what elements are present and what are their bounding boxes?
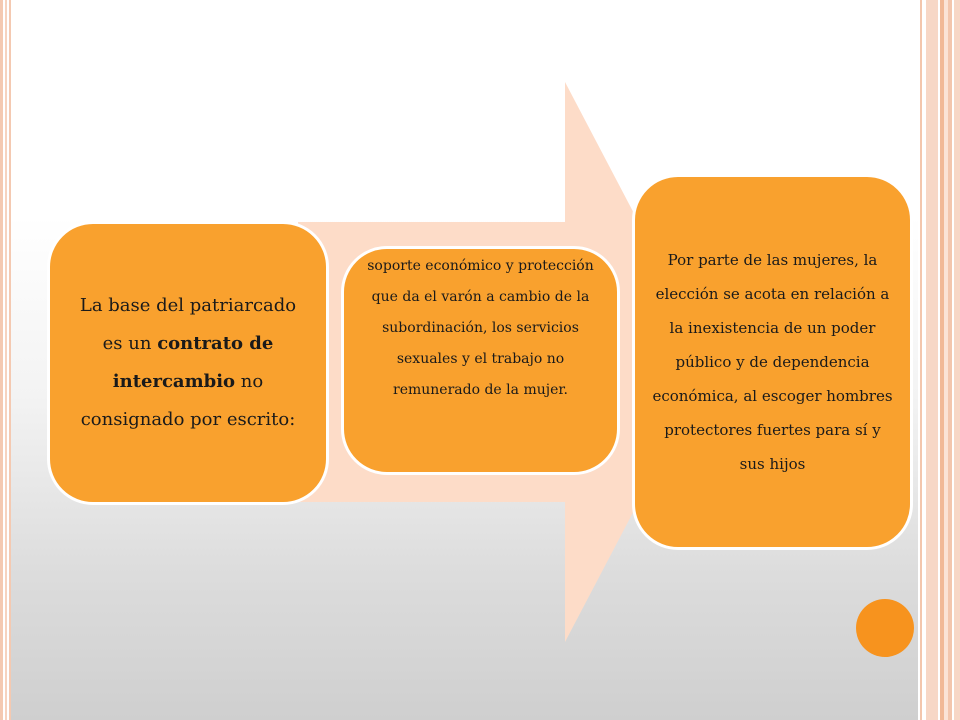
step-1-text-start: La base del patriarcado es un	[79, 295, 297, 354]
step-box-3	[632, 174, 913, 550]
step-1-text-bold: contrato de intercambio	[112, 333, 274, 392]
step-1-text	[68, 287, 308, 439]
step-box-2	[341, 246, 620, 475]
step-box-1	[47, 221, 329, 505]
step-2-text: soporte económico y protección que da el varón a cambio de la subordinación, los servicios sexuales y el trabajo no remunerado de la mujer.	[367, 258, 594, 398]
step-3-text: Por parte de las mujeres, la elección se acota en relación a la inexistencia de un poder público y de dependencia económica, al escoger hombres protectores fuertes para sí y sus hijos	[652, 251, 893, 473]
accent-circle	[856, 599, 914, 657]
step-1-text-end: no consignado por escrito:	[80, 371, 296, 430]
